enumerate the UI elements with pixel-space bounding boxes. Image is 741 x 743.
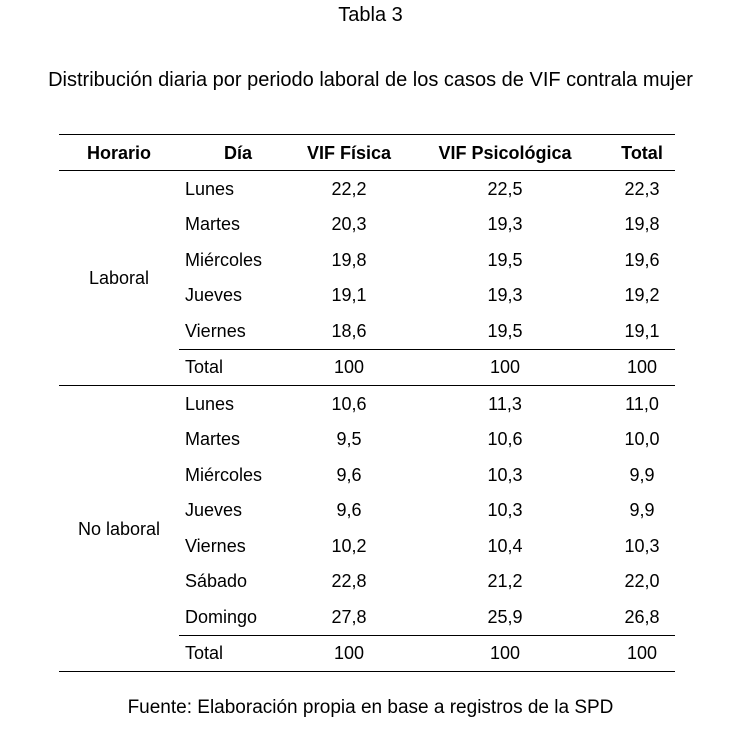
value-cell: 9,6 xyxy=(336,464,362,485)
value-cell: 21,2 xyxy=(487,571,523,592)
header-row xyxy=(59,135,675,171)
total-value: 100 xyxy=(609,349,675,386)
day-cell: Sábado xyxy=(185,571,248,592)
value-cell: 10,3 xyxy=(624,535,660,556)
value-cell: 19,1 xyxy=(331,285,367,306)
value-cell: 19,6 xyxy=(624,249,660,270)
value-cell: 10,3 xyxy=(487,500,523,521)
value-cell: 22,5 xyxy=(487,178,523,199)
value-cell: 20,3 xyxy=(331,214,367,235)
group-label: No laboral xyxy=(59,386,179,672)
day-cell: Domingo xyxy=(185,606,258,627)
value-cell: 22,3 xyxy=(624,178,660,199)
day-cell: Miércoles xyxy=(185,249,263,270)
total-value: 100 xyxy=(609,635,675,672)
table-label: Tabla 3 xyxy=(338,4,403,26)
value-cell: 19,5 xyxy=(487,320,523,341)
value-cell: 9,6 xyxy=(336,500,362,521)
table-row xyxy=(59,386,675,422)
value-cell: 19,3 xyxy=(487,214,523,235)
value-cell: 22,2 xyxy=(331,178,367,199)
total-label: Total xyxy=(179,349,297,386)
value-cell: 25,9 xyxy=(487,606,523,627)
group-0 xyxy=(59,171,675,386)
day-cell: Viernes xyxy=(185,535,246,556)
value-cell: 27,8 xyxy=(331,606,367,627)
total-label: Total xyxy=(179,635,297,672)
value-cell: 19,1 xyxy=(624,320,660,341)
header-total: Total xyxy=(609,135,675,171)
day-cell: Martes xyxy=(185,429,241,450)
value-cell: 10,4 xyxy=(487,535,523,556)
value-cell: 11,3 xyxy=(401,386,609,422)
day-cell: Miércoles xyxy=(185,464,263,485)
total-value: 100 xyxy=(297,635,401,672)
header-vif-fisica: VIF Física xyxy=(297,135,401,171)
value-cell: 9,9 xyxy=(629,464,655,485)
group-1 xyxy=(59,386,675,672)
value-cell: 22,0 xyxy=(624,571,660,592)
total-value: 100 xyxy=(297,349,401,386)
total-value: 100 xyxy=(401,349,609,386)
table-caption: Distribución diaria por periodo laboral de los casos de VIF contrala mujer xyxy=(48,69,693,91)
value-cell: 19,8 xyxy=(331,249,367,270)
day-cell: Lunes xyxy=(179,386,297,422)
day-cell: Jueves xyxy=(185,285,243,306)
value-cell: 10,6 xyxy=(297,386,401,422)
value-cell: 10,3 xyxy=(487,464,523,485)
value-cell: 10,2 xyxy=(331,535,367,556)
group-label: Laboral xyxy=(88,268,150,288)
header-horario: Horario xyxy=(59,135,179,171)
day-cell: Viernes xyxy=(185,320,246,341)
header-vif-psicologica: VIF Psicológica xyxy=(401,135,609,171)
value-cell: 11,0 xyxy=(609,386,675,422)
value-cell: 10,0 xyxy=(624,429,660,450)
header-dia: Día xyxy=(179,135,297,171)
total-value: 100 xyxy=(401,635,609,672)
value-cell: 10,6 xyxy=(487,429,523,450)
value-cell: 19,8 xyxy=(624,214,660,235)
day-cell: Martes xyxy=(185,214,241,235)
value-cell: 9,5 xyxy=(336,429,362,450)
day-cell: Jueves xyxy=(185,500,243,521)
value-cell: 19,5 xyxy=(487,249,523,270)
table-row xyxy=(59,171,675,207)
data-table xyxy=(59,134,675,672)
value-cell: 26,8 xyxy=(624,606,660,627)
source-note: Fuente: Elaboración propia en base a registros de la SPD xyxy=(127,697,614,718)
value-cell: 19,3 xyxy=(487,285,523,306)
value-cell: 19,2 xyxy=(624,285,660,306)
value-cell: 18,6 xyxy=(331,320,367,341)
value-cell: 9,9 xyxy=(629,500,655,521)
value-cell: 22,8 xyxy=(331,571,367,592)
day-cell: Lunes xyxy=(185,178,235,199)
